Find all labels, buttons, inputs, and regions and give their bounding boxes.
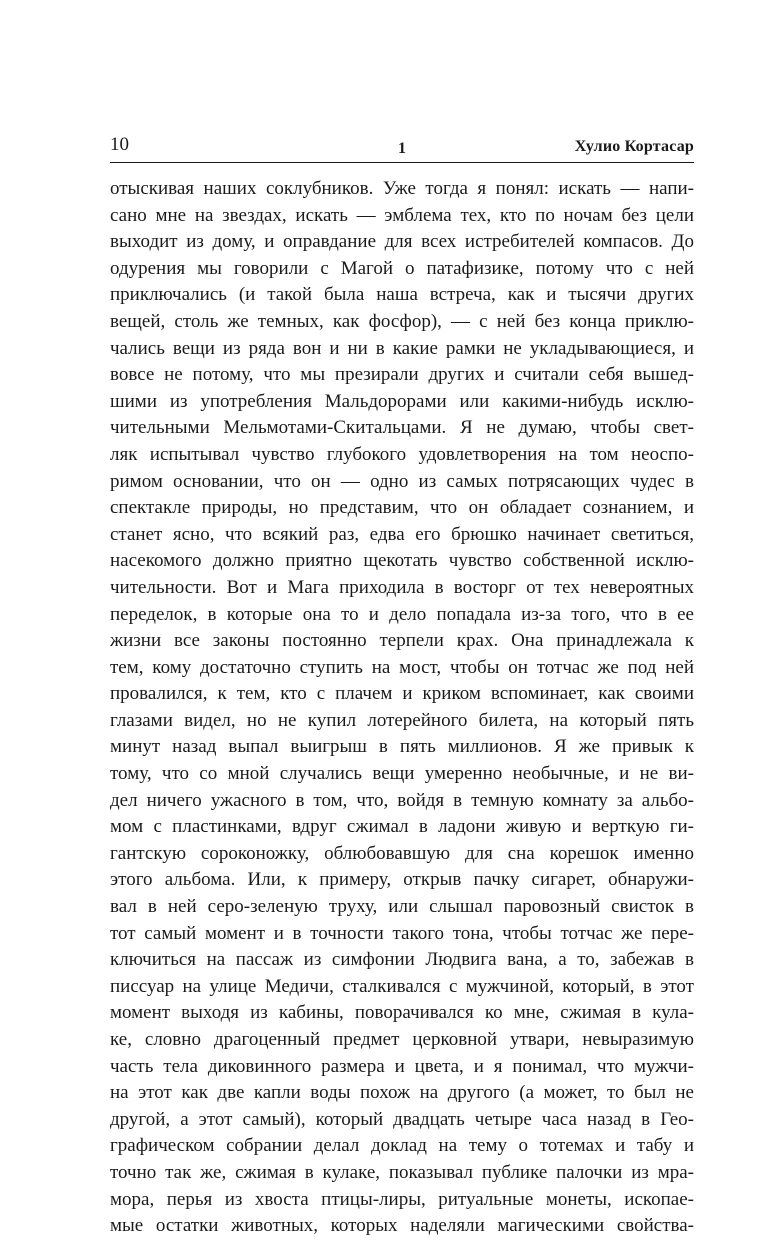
text-line: часть тела диковинного размера и цвета, и я понимал, что мужчи- [110,1055,694,1077]
text-line: выходит из дому, и оправдание для всех истребителей компасов. До [110,231,694,253]
page-header [110,133,694,163]
text-line: сано мне на звездах, искать — эмблема тех, кто по ночам без цели [110,204,694,226]
text-line: чительности. Вот и Мага приходила в восторг от тех невероятных [110,576,694,598]
header-divider [110,162,694,163]
text-line: мора, перья из хвоста птицы-лиры, ритуальные монеты, ископае- [110,1188,694,1210]
text-line: чались вещи из ряда вон и ни в какие рамки не укладывающиеся, и [110,337,694,359]
text-line: вещей, столь же темных, как фосфор), — с ней без конца приклю- [110,310,694,332]
text-line: на этот как две капли воды похож на другого (а может, то был не [110,1082,694,1104]
text-line: момент выходя из кабины, поворачивался ко мне, сжимая в кула- [110,1002,694,1024]
text-line: тем, кому достаточно ступить на мост, чтобы он тотчас же под ней [110,656,694,678]
text-line: римом основании, что он — одно из самых потрясающих чудес в [110,470,694,492]
text-line: тому, что со мной случались вещи умеренно необычные, и не ви- [110,763,694,785]
text-line: дел ничего ужасного в том, что, войдя в темную комнату за альбо- [110,789,694,811]
text-line: провалился, к тем, кто с плачем и криком вспоминает, как своими [110,683,694,705]
text-line: жизни все законы постоянно терпели крах. Она принадлежала к [110,630,694,652]
text-line: одурения мы говорили с Магой о патафизике, потому что с ней [110,257,694,279]
text-line: чительными Мельмотами-Скитальцами. Я не думаю, чтобы свет- [110,417,694,439]
text-line: вовсе не потому, что мы презирали других и считали себя вышед- [110,364,694,386]
running-head-author: Хулио Кортасар [574,138,694,155]
text-line: мом с пластинками, вдруг сжимал в ладони живую и верткую ги- [110,816,694,838]
text-line: шими из употребления Мальдорорами или какими-нибудь исклю- [110,390,694,412]
text-line: ке, словно драгоценный предмет церковной утвари, невыразимую [110,1029,694,1050]
text-line: гантскую сороконожку, облюбовавшую для сна корешок именно [110,842,694,864]
text-line: графическом собрании делал доклад на тему о тотемах и табу и [110,1135,694,1157]
text-line: станет ясно, что всякий раз, едва его брюшко начинает светиться, [110,523,694,545]
text-line: точно так же, сжимая в кулаке, показывал публике палочки из мра- [110,1161,694,1183]
text-line: тот самый момент и в точности такого тона, чтобы тотчас же пере- [110,922,694,944]
body-text [110,176,694,1240]
text-line: переделок, в которые она то и дело попадала из-за того, что в ее [110,603,694,625]
text-line: глазами видел, но не купил лотерейного билета, на который пять [110,709,694,731]
page-number: 10 [110,134,129,155]
text-line: отыскивая наших соклубников. Уже тогда я понял: искать — напи- [110,178,694,199]
text-line: ляк испытывал чувство глубокого удовлетворения на том неоспо- [110,443,694,465]
text-line: спектакле природы, но представим, что он обладает сознанием, и [110,497,694,519]
text-line: приключались (и такой была наша встреча, как и тысячи других [110,284,694,306]
text-line: минут назад выпал выигрыш в пять миллионов. Я же привык к [110,736,694,758]
text-line: этого альбома. Или, к примеру, открыв пачку сигарет, обнаружи- [110,869,694,891]
text-line: другой, а этот самый), который двадцать четыре часа назад в Гео- [110,1108,694,1130]
text-line: вал в ней серо-зеленую труху, или слышал паровозный свисток в [110,896,694,918]
text-line: мые остатки животных, которых наделяли магическими свойства- [110,1215,694,1237]
text-line: писсуар на улице Медичи, сталкивался с мужчиной, который, в этот [110,975,694,997]
text-line: ключиться на пассаж из симфонии Людвига вана, а то, забежав в [110,949,694,971]
chapter-number: 1 [398,140,406,157]
text-line: насекомого должно приятно щекотать чувство собственной исклю- [110,550,694,572]
